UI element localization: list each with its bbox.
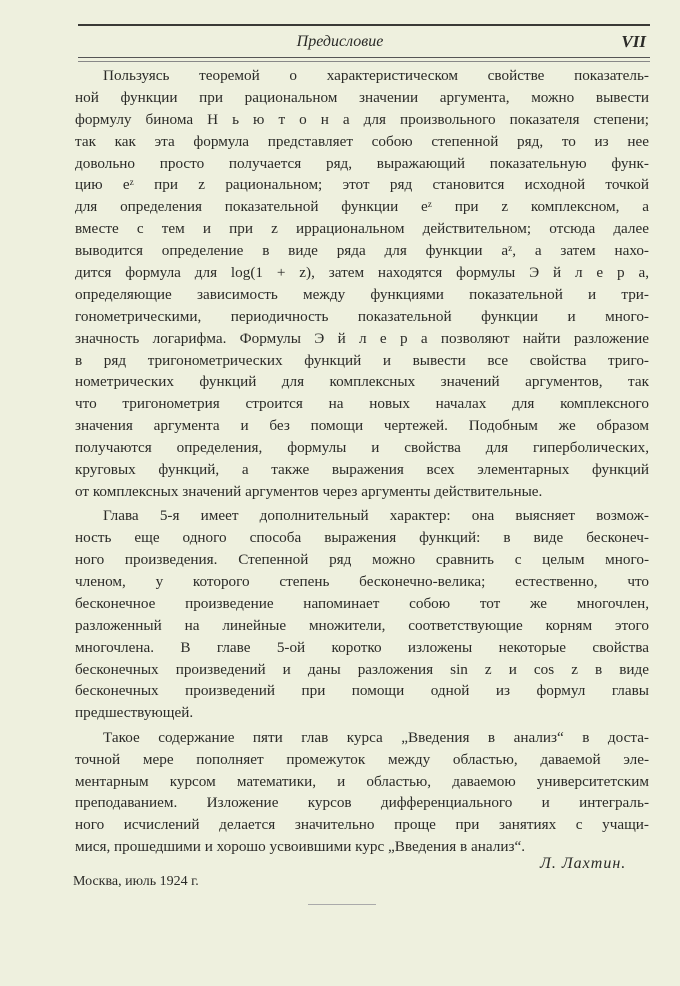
text-line: формулу бинома Н ь ю т о н а для произвольного показателя степени; [75, 110, 649, 128]
text-line: Пользуясь теоремой о характеристическом свойстве показатель- [103, 67, 649, 84]
header-top-rule [78, 24, 650, 26]
text-line: значения аргумента и без помощи чертежей. Подобным же образом [75, 417, 649, 435]
author-signature: Л. Лахтин. [540, 855, 627, 872]
text-line: мися, прошедшими и хорошо усвоившими курс „Введения в анализ“. [75, 838, 525, 856]
text-line: от комплексных значений аргументов через аргументы действительные. [75, 482, 543, 500]
paragraph [75, 505, 649, 724]
text-line: многочлена. В главе 5-ой коротко изложены некоторые свойства [75, 638, 649, 656]
text-line: для определения показательной функции eᶻ при z комплексном, а [75, 198, 649, 216]
text-line: ментарным курсом математики, и областью, даваемою университетским [75, 772, 649, 790]
text-line: ного произведения. Степенной ряд можно сравнить с целым много- [75, 551, 649, 569]
header-bottom-rule [78, 57, 650, 62]
text-line: ного исчислений делается значительно проще при занятиях с учащи- [75, 816, 649, 834]
text-line: ной функции при рациональном значении аргумента, можно вывести [75, 88, 649, 106]
text-line: так как эта формула представляет собою степенной ряд, то из нее [75, 132, 649, 150]
text-line: нометрических функций для комплексных значений аргументов, так [75, 373, 649, 391]
paragraph [75, 65, 649, 503]
text-line: в ряд тригонометрических функций и вывести все свойства триго- [75, 351, 649, 369]
text-line: бесконечное произведение напоминает собою тот же многочлен, [75, 594, 649, 612]
page-number: VII [621, 32, 646, 51]
text-line: определяющие зависимость между функциями показательной и три- [75, 285, 649, 303]
text-line: бесконечных произведений и даны разложения sin z и cos z в виде [75, 660, 649, 678]
place-date: Москва, июль 1924 г. [73, 874, 199, 889]
text-line: Глава 5-я имеет дополнительный характер: она выясняет возмож- [103, 507, 649, 525]
preface-body [75, 65, 649, 861]
text-line: довольно просто получается ряд, выражающий показательную функ- [75, 154, 649, 172]
text-line: цию eᶻ при z рациональном; этот ряд становится исходной точкой [75, 176, 649, 194]
end-rule [308, 904, 376, 905]
text-line: выводится определение в виде ряда для функции aᶻ, а затем нахо- [75, 242, 649, 260]
text-line: Такое содержание пяти глав курса „Введения в анализ“ в доста- [103, 728, 649, 746]
text-line: значность логарифма. Формулы Э й л е р а позволяют найти разложение [75, 329, 649, 347]
paragraph [75, 727, 649, 858]
text-line: получаются определения, формулы и свойства для гиперболических, [75, 439, 649, 457]
text-line: гонометрическими, периодичность показательной функции и много- [75, 307, 649, 325]
text-line: преподаванием. Изложение курсов дифференциального и интеграль- [75, 794, 649, 812]
text-line: предшествующей. [75, 704, 194, 722]
text-line: точной мере пополняет промежуток между областью, даваемой эле- [75, 750, 649, 768]
text-line: круговых функций, а также выражения всех элементарных функций [75, 461, 649, 479]
text-line: разложенный на линейные множители, соответствующие корням этого [75, 616, 649, 634]
text-line: что тригонометрия строится на новых началах для комплексного [75, 395, 649, 413]
text-line: членом, у которого степень бесконечно-велика; естественно, что [75, 572, 649, 590]
running-title: Предисловие [296, 33, 384, 50]
text-line: ность еще одного способа выражения функций: в виде бесконеч- [75, 529, 649, 547]
text-line: дится формула для log(1 + z), затем находятся формулы Э й л е р а, [75, 264, 649, 282]
text-line: вместе с тем и при z иррациональном действительном; отсюда далее [75, 220, 649, 238]
text-line: бесконечных произведений при помощи одной из формул главы [75, 682, 649, 700]
